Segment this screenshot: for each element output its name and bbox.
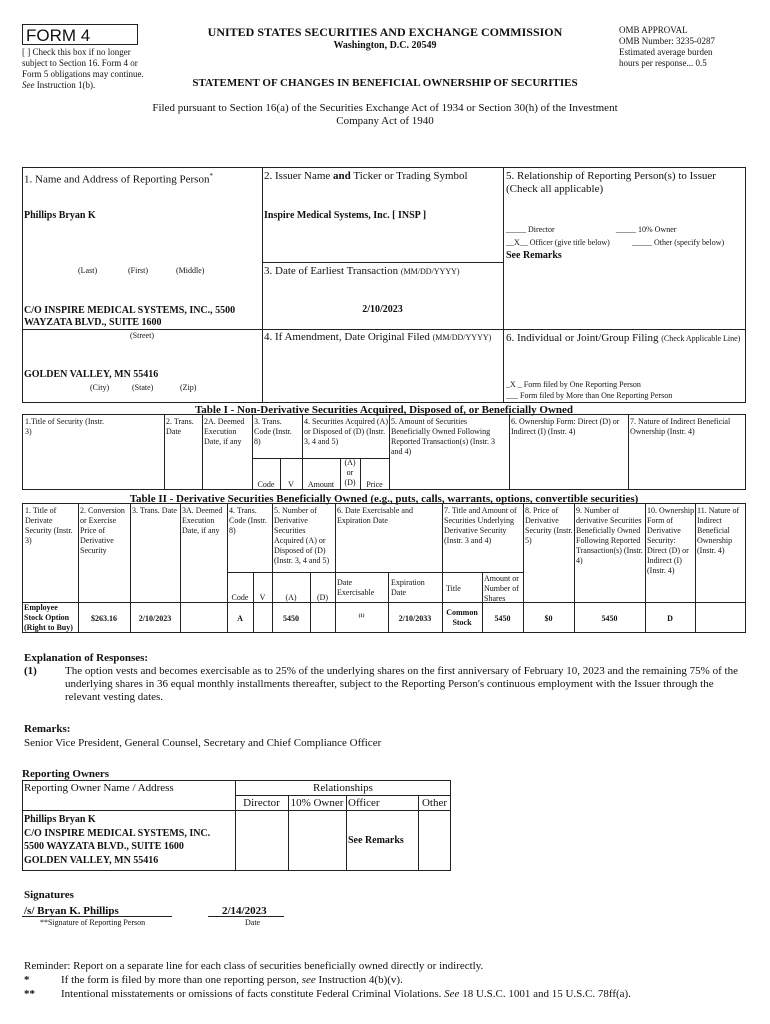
t2-row-code: A: [237, 614, 243, 623]
divider: [202, 414, 203, 490]
table1-title: Table I - Non-Derivative Securities Acquired, Disposed of, or Beneficially Owned: [194, 404, 574, 416]
divider: [262, 167, 263, 403]
date-line: [208, 916, 284, 917]
t2-sub-d: (D): [316, 593, 329, 602]
first-label: (First): [128, 266, 148, 275]
director-checkbox[interactable]: _____ Director: [506, 225, 555, 234]
t1-h-code: 3. Trans. Code (Instr. 8): [254, 417, 292, 446]
divider: [346, 795, 347, 871]
t2-h-nature: 11. Nature of Indirect Beneficial Ownership (Instr. 4): [697, 506, 740, 555]
divider: [22, 810, 451, 811]
filed-by-multiple-persons[interactable]: ___ Form filed by More than One Reporting Person: [506, 391, 673, 400]
signature-line: [22, 916, 172, 917]
last-label: (Last): [78, 266, 98, 275]
t2-sub-exercisable: Date Exercisable: [337, 578, 375, 597]
t2-h-date: 3. Trans. Date: [132, 506, 177, 515]
reporting-owners-heading: Reporting Owners: [22, 768, 110, 780]
remarks-text: Senior Vice President, General Counsel, Secretary and Chief Compliance Officer: [24, 737, 382, 749]
t1-h-title: 1.Title of Security (Instr. 3): [25, 417, 105, 436]
officer-value: See Remarks: [348, 835, 404, 846]
t2-row-owned: 5450: [601, 614, 618, 623]
divider: [164, 414, 165, 490]
footnote-marker: (1): [24, 665, 37, 677]
signatures-heading: Signatures: [24, 889, 74, 901]
t2-row-expiration: 2/10/2033: [398, 614, 432, 623]
t2-h-exercisable: 6. Date Exercisable and Expiration Date: [337, 506, 413, 525]
explanation-heading: Explanation of Responses:: [24, 652, 149, 664]
t2-row-exercisable: (1): [358, 614, 365, 619]
box6-label: 6. Individual or Joint/Group Filing (Check Applicable Line): [506, 332, 741, 344]
divider: [227, 572, 523, 573]
divider: [180, 503, 181, 633]
t1-sub-v: V: [288, 480, 294, 489]
other-header: Other: [421, 797, 448, 809]
t2-sub-expiration: Expiration Date: [391, 578, 425, 597]
zip-label: (Zip): [180, 383, 197, 392]
t2-h-deemed: 3A. Deemed Execution Date, if any: [182, 506, 223, 535]
t1-h-ownership: 6. Ownership Form: Direct (D) or Indirect (I) (Instr. 4): [511, 417, 620, 436]
director-header: Director: [243, 797, 280, 809]
divider: [509, 414, 510, 490]
date-label: Date: [245, 918, 261, 927]
divider: [389, 414, 390, 490]
t1-sub-code: Code: [257, 480, 275, 489]
filed-by-one-person[interactable]: _X _ Form filed by One Reporting Person: [506, 380, 641, 389]
agency-city: Washington, D.C. 20549: [333, 40, 437, 51]
divider: [695, 503, 696, 633]
t2-h-conversion: 2. Conversion or Exercise Price of Derivative Security: [80, 506, 125, 555]
street-label: (Street): [130, 331, 154, 340]
t2-row-form: D: [667, 614, 673, 623]
reporting-person-section: [22, 167, 746, 403]
divider: [302, 414, 303, 490]
reminder-text: Reminder: Report on a separate line for each class of securities beneficially owned directly or indirectly.: [24, 960, 484, 972]
t2-sub-title: Title: [446, 584, 461, 593]
t1-h-date: 2. Trans. Date: [166, 417, 194, 436]
t2-row-deriv-price: $0: [544, 614, 553, 623]
signature-label: **Signature of Reporting Person: [40, 918, 146, 927]
agency-name: UNITED STATES SECURITIES AND EXCHANGE COMMISSION: [207, 25, 563, 39]
state-label: (State): [132, 383, 154, 392]
note2-text: Intentional misstatements or omissions of facts constitute Federal Criminal Violations. See 18 U.S.C. 1001 and 15 U.S.C. 78ff(a).: [61, 988, 631, 1000]
t1-h-deemed: 2A. Deemed Execution Date, if any: [204, 417, 245, 446]
t1-sub-amount: Amount: [307, 480, 335, 489]
divider: [262, 329, 746, 330]
officer-checkbox[interactable]: __X__ Officer (give title below): [506, 238, 610, 247]
form-label-box: [22, 24, 138, 45]
other-checkbox[interactable]: _____ Other (specify below): [632, 238, 725, 247]
filed-pursuant: Filed pursuant to Section 16(a) of the Securities Exchange Act of 1934 or Section 30(h) of the Investment Company Act of 1940: [152, 102, 618, 127]
t2-h-number: 5. Number of Derivative Securities Acquired (A) or Disposed of (D) (Instr. 3, 4 and 5): [274, 506, 330, 565]
t2-sub-amount: Amount or Number of Shares: [484, 574, 519, 603]
t2-h-price: 8. Price of Derivative Security (Instr. 5): [525, 506, 573, 545]
t2-row-date: 2/10/2023: [138, 614, 172, 623]
t2-row-shares: 5450: [494, 614, 511, 623]
officer-title: See Remarks: [506, 250, 562, 261]
note1-text: If the form is filed by more than one reporting person, see Instruction 4(b)(v).: [61, 974, 403, 986]
t1-h-amount: 5. Amount of Securities Beneficially Owned Following Reported Transaction(s) (Instr. 3 and 4): [391, 417, 495, 456]
t1-h-nature: 7. Nature of Indirect Beneficial Ownership (Instr. 4): [630, 417, 731, 436]
t2-row-price: $263.16: [91, 614, 117, 623]
t1-h-securities: 4. Securities Acquired (A) or Disposed of (D) (Instr. 3, 4 and 5): [304, 417, 388, 446]
divider: [262, 262, 503, 263]
city-value: GOLDEN VALLEY, MN 55416: [24, 369, 159, 380]
officer-header: Officer: [348, 797, 380, 809]
remarks-heading: Remarks:: [24, 723, 71, 735]
divider: [22, 329, 262, 330]
ten-owner-header: 10% Owner: [290, 797, 344, 809]
omb-approval: OMB APPROVAL OMB Number: 3235-0287 Estimated average burden hours per response... 0.5: [619, 25, 715, 68]
t2-sub-code: Code: [231, 593, 249, 602]
divider: [628, 414, 629, 490]
t2-h-owned: 9. Number of derivative Securities Beneficially Owned Following Reported Transaction(s) (Instr. 4): [576, 506, 643, 565]
footnote-text: The option vests and becomes exercisable as to 25% of the underlying shares on the first anniversary of February 10, 2023 and the remaining 75% of the underlying shares in 36 equal monthly installments thereafter, subject to the Reporting Person's continuous employment with the Issuer through the relevant vesting dates.: [65, 665, 738, 703]
divider: [503, 167, 504, 403]
earliest-transaction-date: 2/10/2023: [362, 304, 403, 315]
checkbox-note[interactable]: [ ] Check this box if no longer subject to Section 16. Form 4 or Form 5 obligations may continue. See Instruction 1(b).: [22, 47, 144, 90]
divider: [252, 458, 389, 459]
signature-value: /s/ Bryan K. Phillips: [24, 905, 119, 917]
divider: [235, 795, 451, 796]
statement-title: STATEMENT OF CHANGES IN BENEFICIAL OWNERSHIP OF SECURITIES: [192, 77, 578, 89]
middle-label: (Middle): [176, 266, 205, 275]
issuer-name: Inspire Medical Systems, Inc. [ INSP ]: [264, 210, 427, 221]
t2-h-code: 4. Trans. Code (Instr. 8): [229, 506, 267, 535]
box5-label: 5. Relationship of Reporting Person(s) to Issuer (Check all applicable): [506, 170, 716, 195]
t1-sub-aord: (A) or (D): [344, 458, 356, 487]
city-label: (City): [90, 383, 110, 392]
reporting-person-name: Phillips Bryan K: [24, 210, 96, 221]
t2-sub-v: V: [259, 593, 266, 602]
form-label: FORM 4: [26, 26, 91, 45]
box2-label: 2. Issuer Name and Ticker or Trading Symbol: [264, 170, 468, 182]
street-value: C/O INSPIRE MEDICAL SYSTEMS, INC., 5500 WAYZATA BLVD., SUITE 1600: [24, 305, 236, 328]
t2-row-security: Employee Stock Option (Right to Buy): [24, 603, 73, 632]
signature-date: 2/14/2023: [222, 905, 267, 917]
box3-label: 3. Date of Earliest Transaction (MM/DD/YYYY): [264, 265, 460, 277]
table2-title: Table II - Derivative Securities Beneficially Owned (e.g., puts, calls, warrants, options, convertible securities): [129, 493, 639, 505]
t2-h-title: 1. Title of Derivate Security (Instr. 3): [25, 506, 73, 545]
t2-row-title: Common Stock: [446, 608, 478, 627]
box1-label: 1. Name and Address of Reporting Person*: [24, 172, 213, 186]
t1-sub-price: Price: [366, 480, 383, 489]
divider: [252, 414, 253, 490]
relationships-header: Relationships: [313, 782, 373, 794]
t2-h-form: 10. Ownership Form of Derivative Security: Direct (D) or Indirect (I) (Instr. 4): [647, 506, 695, 575]
note1-marker: *: [24, 974, 30, 986]
t2-sub-a: (A): [285, 593, 297, 602]
t2-row-amount: 5450: [283, 614, 299, 623]
ten-percent-owner-checkbox[interactable]: _____ 10% Owner: [616, 225, 677, 234]
t2-h-underlying: 7. Title and Amount of Securities Underlying Derivative Security (Instr. 3 and 4): [444, 506, 517, 545]
owner-address: Phillips Bryan K C/O INSPIRE MEDICAL SYSTEMS, INC. 5500 WAYZATA BLVD., SUITE 1600 GOLDEN VALLEY, MN 55416: [24, 814, 211, 866]
owner-name-header: Reporting Owner Name / Address: [24, 782, 174, 794]
note2-marker: **: [24, 988, 35, 1000]
box4-label: 4. If Amendment, Date Original Filed (MM/DD/YYYY): [264, 331, 492, 343]
